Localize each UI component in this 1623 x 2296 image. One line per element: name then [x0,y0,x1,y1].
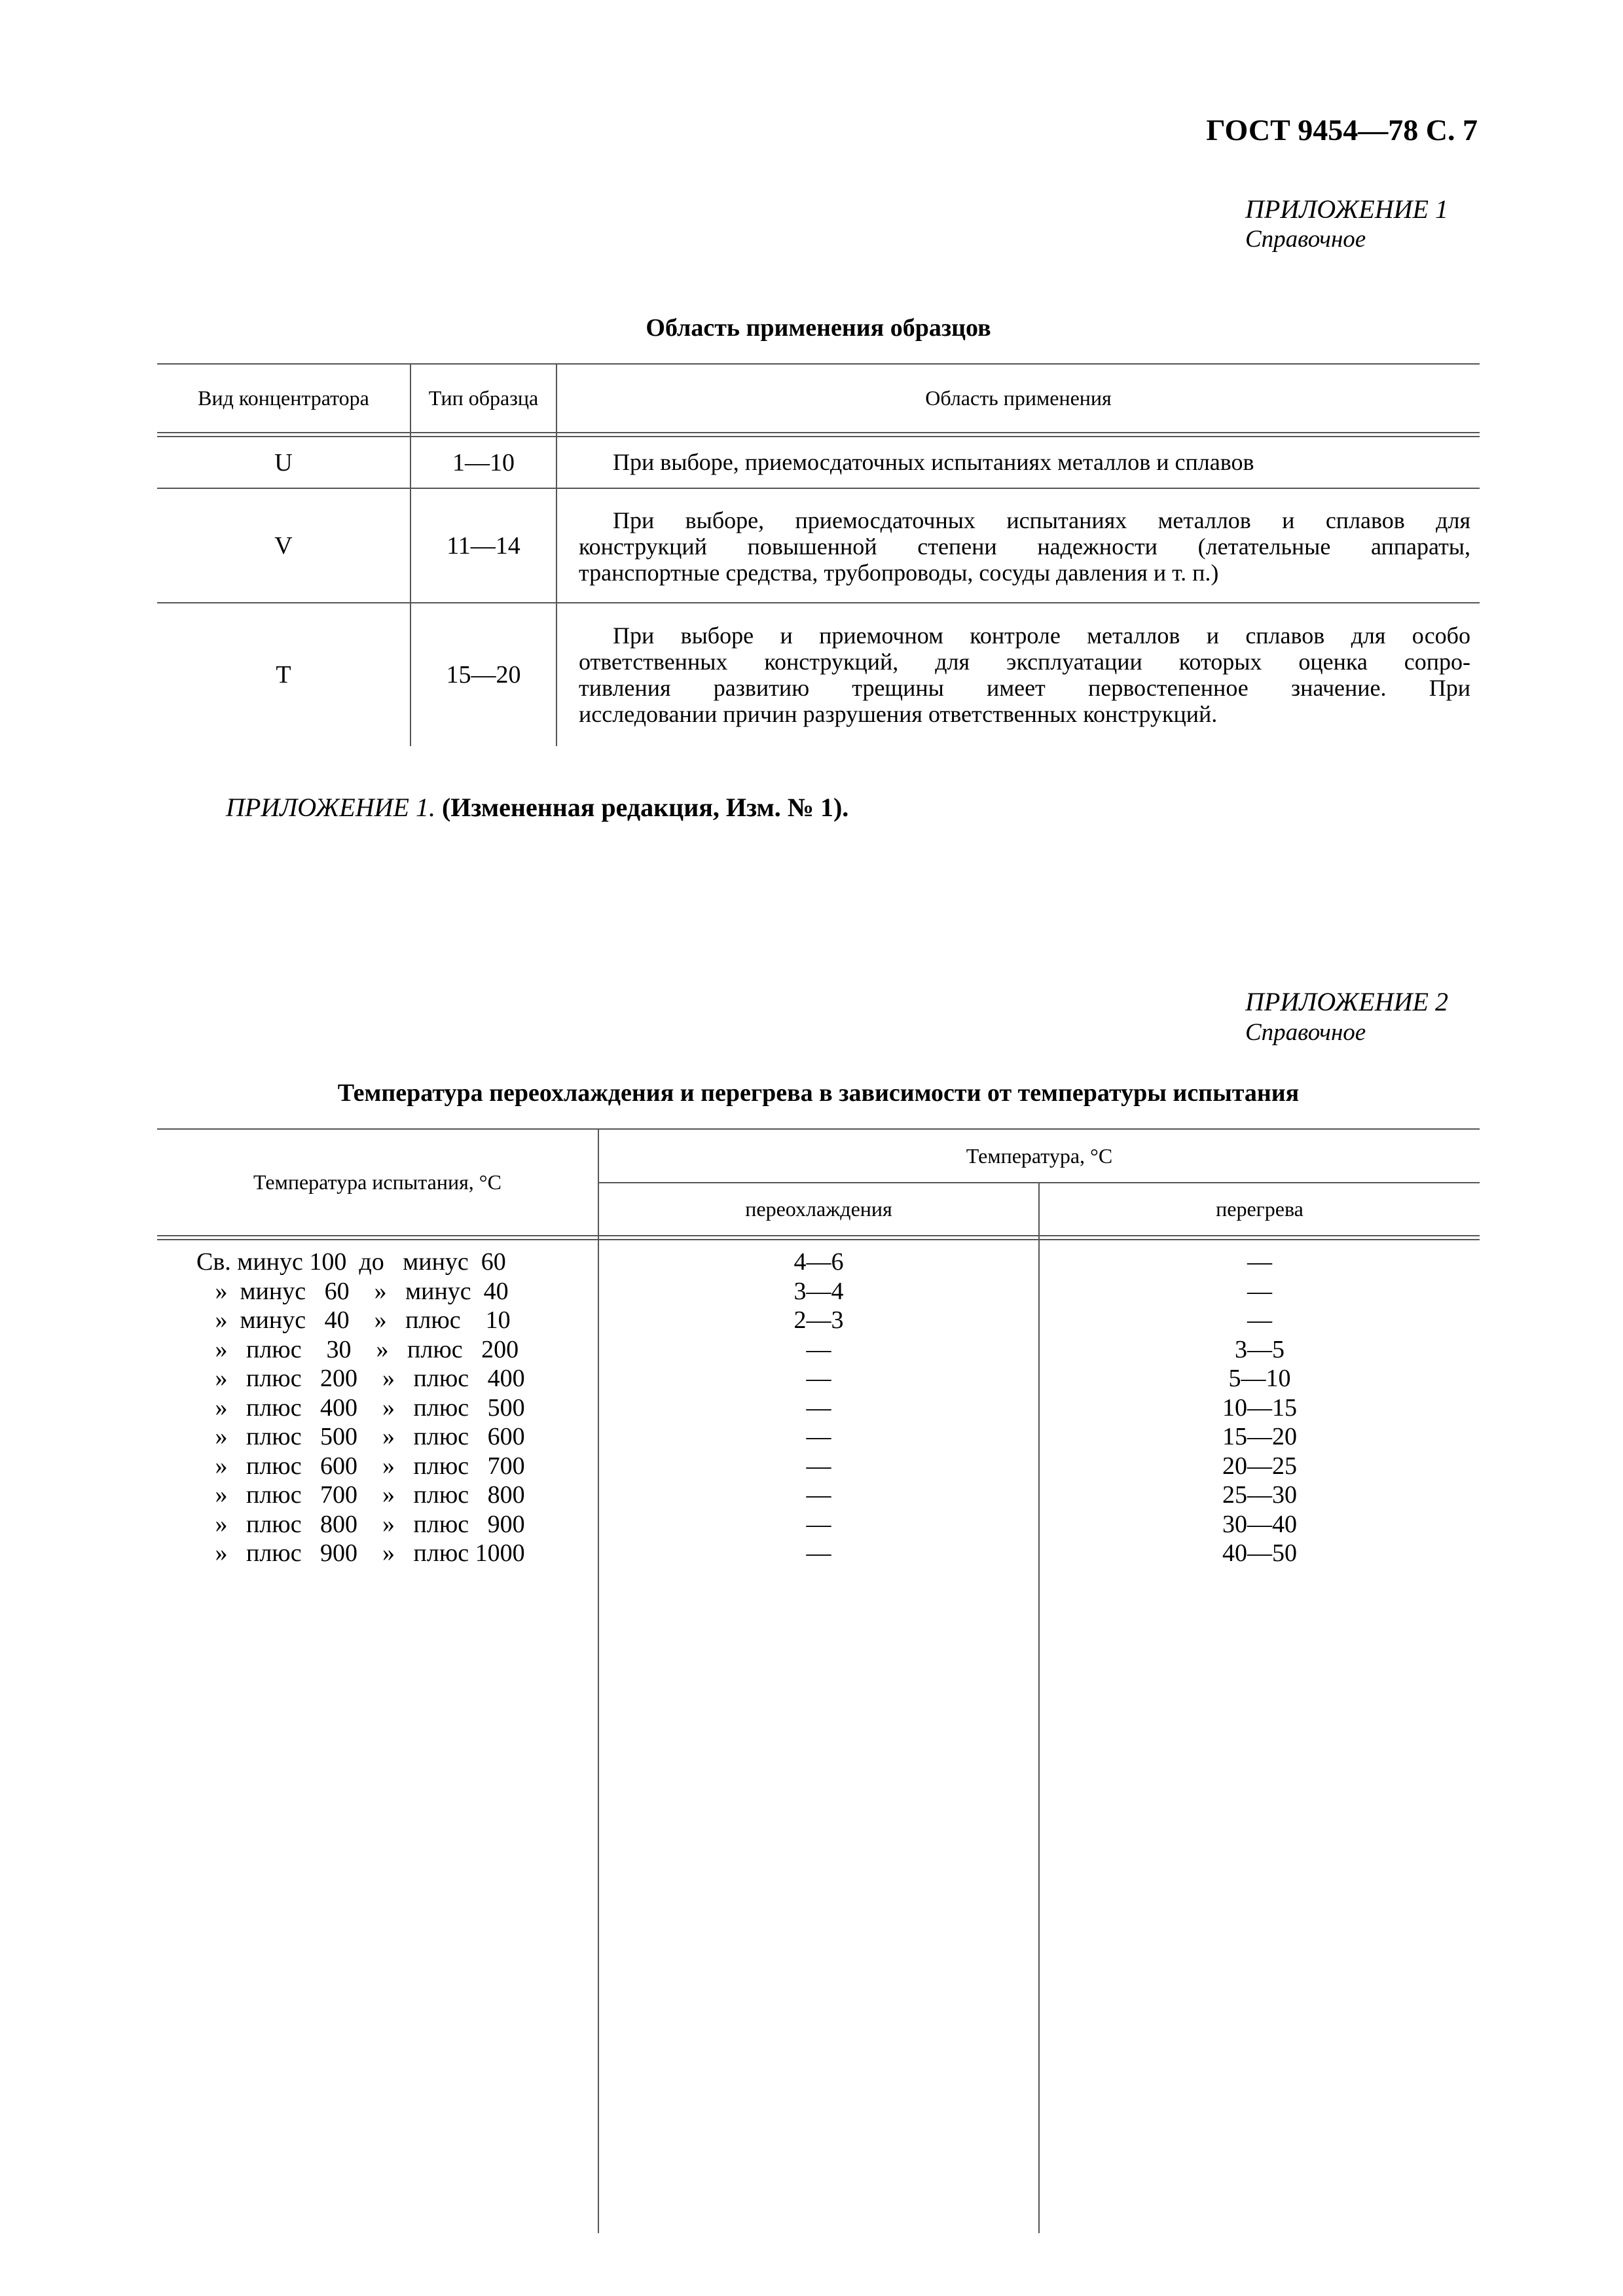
table-cell: — [806,1393,831,1422]
table-cell: 1—10 [452,448,515,476]
appendix-1-subtitle: Справочное [1245,226,1366,253]
column-header: перегрева [1216,1197,1304,1221]
amendment-note [226,792,848,823]
table-cell: 30—40 [1222,1510,1297,1538]
appendix-1-caption: Область применения образцов [646,314,991,342]
table-cell [579,622,1470,727]
table-cell: 25—30 [1222,1481,1297,1509]
column-header: переохлаждения [745,1197,892,1221]
table-rule-header [157,432,1480,437]
table-cell: 5—10 [1228,1365,1291,1392]
range-column [196,1247,563,1568]
table-cell: » плюс 800 » плюс 900 [196,1510,525,1538]
table-cell: — [1247,1277,1272,1305]
table-cell: » плюс 900 » плюс 1000 [196,1539,525,1567]
table-cell: 15—20 [446,661,521,689]
table-cell: » плюс 30 » плюс 200 [196,1335,519,1363]
note-appendix-ref: ПРИЛОЖЕНИЕ 1. [226,793,435,822]
text-line: ответственных конструкций, для эксплуатации которых оценка сопро- [579,649,1470,675]
table-cell: U [274,448,293,476]
table-cell: — [806,1365,831,1392]
text-line: конструкций повышенной степени надежности (летательные аппараты, [579,533,1470,560]
table-cell: — [806,1539,831,1567]
text-line: При выборе, приемосдаточных испытаниях металлов и сплавов для [613,507,1470,533]
supercool-column [599,1247,1038,1568]
appendix-2-title: ПРИЛОЖЕНИЕ 2 [1245,987,1448,1016]
table-cell [579,507,1470,586]
table-cell: — [806,1481,831,1509]
table-cell: 10—15 [1222,1393,1297,1422]
text-line: транспортные средства, трубопроводы, сосуды давления и т. п.) [579,560,1219,586]
column-header: Тип образца [428,386,539,410]
table-cell: — [806,1452,831,1480]
page-header: ГОСТ 9454—78 С. 7 [1206,113,1478,147]
table-cell: — [1247,1306,1272,1334]
table-cell: T [276,661,291,689]
appendix-1-title: ПРИЛОЖЕНИЕ 1 [1245,194,1448,224]
table-cell: Св. минус 100 до минус 60 [196,1248,506,1276]
table-cell: — [806,1335,831,1363]
column-header: Температура испытания, °С [253,1170,501,1194]
table-cell: » плюс 600 » плюс 700 [196,1452,525,1480]
table-cell: 2—3 [793,1306,844,1334]
table-cell: 40—50 [1222,1539,1297,1567]
appendix-2-caption: Температура переохлаждения и перегрева в зависимости от температуры испытания [337,1079,1300,1107]
text-line: исследовании причин разрушения ответственных конструкций. [579,701,1218,727]
table-cell [579,449,1470,475]
table-cell: 11—14 [447,531,520,560]
table-cell: — [806,1423,831,1450]
group-header: Температура, °С [966,1143,1113,1168]
table-cell: — [1247,1248,1272,1276]
table-cell: » плюс 500 » плюс 600 [196,1423,525,1450]
table-cell: » минус 60 » минус 40 [196,1277,509,1305]
table-cell: 3—5 [1235,1335,1285,1363]
table-rule-header [157,1235,1480,1240]
table-cell: » плюс 200 » плюс 400 [196,1365,525,1392]
table-cell: 3—4 [793,1277,844,1305]
column-header: Область применения [925,386,1112,410]
text-line: При выборе и приемочном контроле металлов и сплавов для особо [613,622,1470,649]
table-cell: 4—6 [793,1248,844,1276]
note-amendment: (Измененная редакция, Изм. № 1). [441,793,849,822]
table-cell: » плюс 700 » плюс 800 [196,1481,525,1509]
table-cell: 20—25 [1222,1452,1297,1480]
text-line: тивления развитию трещины имеет первостепенное значение. При [579,675,1470,701]
text-line: При выборе, приемосдаточных испытаниях металлов и сплавов [613,449,1254,475]
table-cell: » плюс 400 » плюс 500 [196,1393,525,1422]
table-cell: — [806,1510,831,1538]
table-cell: 15—20 [1222,1423,1297,1450]
table-cell: V [274,531,293,560]
table-cell: » минус 40 » плюс 10 [196,1306,511,1334]
column-header: Вид концентратора [198,386,369,410]
appendix-2-subtitle: Справочное [1245,1019,1366,1046]
overheat-column [1040,1247,1480,1568]
